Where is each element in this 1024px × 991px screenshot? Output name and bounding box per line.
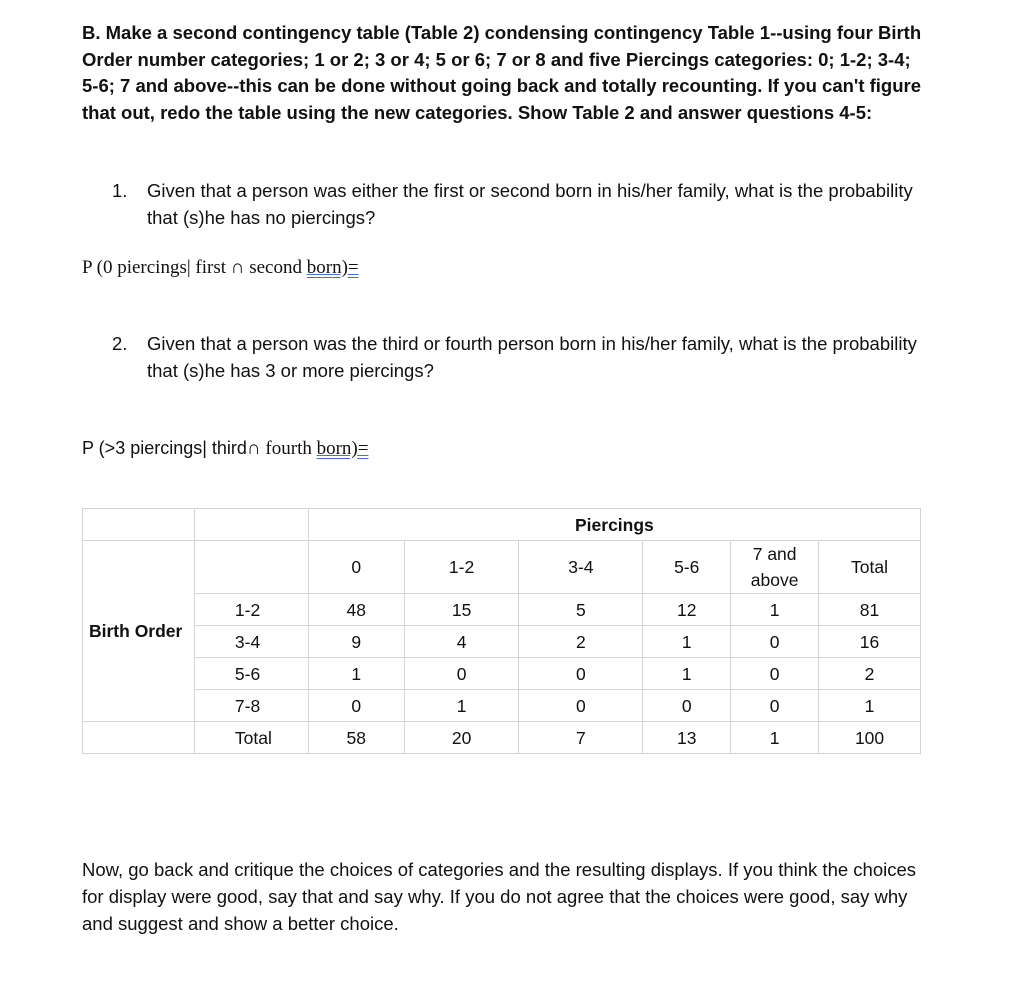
table-cell: 16	[819, 626, 921, 658]
closing-instructions: Now, go back and critique the choices of categories and the resulting displays. If you think the choices for display were good, say that and say why. If you do not agree that the choices were good, say why and suggest and show a better choice.	[82, 859, 917, 934]
prob-prefix: P (>3 piercings| third	[82, 438, 247, 458]
table-cell: 1	[731, 594, 819, 626]
prob-equals: =	[347, 257, 359, 278]
table-cell: 12	[643, 594, 731, 626]
instructions-heading: B. Make a second contingency table (Table 2) condensing contingency Table 1--using four Birth Order number categories; 1 or 2; 3 or 4; 5 or 6; 7 or 8 and five Piercings categories: 0; 1-2; 3-4; 5-6; 7 and above--this can be done without going back and totally recounting. If you can't figure that out, redo the table using the new categories. Show Table 2 and answer questions 4-5:	[82, 22, 922, 123]
table-cell: 0	[731, 626, 819, 658]
table-cell: 1	[643, 626, 731, 658]
table-cell: 13	[643, 722, 731, 754]
table-cell: 20	[404, 722, 519, 754]
table-cell: 0	[643, 690, 731, 722]
prob-mid: second	[244, 257, 307, 278]
probability-2	[82, 438, 368, 460]
table-row	[83, 690, 921, 722]
table-row	[83, 722, 921, 754]
prob-prefix: P (0 piercings| first	[82, 257, 231, 278]
question-text: Given that a person was the third or fourth person born in his/her family, what is the probability that (s)he has 3 or more piercings?	[147, 333, 917, 381]
table-cell: 100	[819, 722, 921, 754]
column-header: 1-2	[404, 541, 519, 594]
column-header: 7 and above	[731, 541, 819, 594]
row-label: 5-6	[194, 658, 308, 690]
table-cell: 0	[404, 658, 519, 690]
question-text: Given that a person was either the first or second born in his/her family, what is the probability that (s)he has no piercings?	[147, 180, 913, 228]
table-cell: 5	[519, 594, 643, 626]
table-row	[83, 509, 921, 541]
row-label: 7-8	[194, 690, 308, 722]
column-header: 5-6	[643, 541, 731, 594]
table-cell: 2	[819, 658, 921, 690]
piercings-header: Piercings	[308, 509, 920, 541]
prob-mid: fourth	[260, 438, 317, 459]
question-number: 2.	[112, 333, 128, 354]
table-row	[83, 594, 921, 626]
column-header: 3-4	[519, 541, 643, 594]
table-cell: 1	[731, 722, 819, 754]
table-cell: 0	[519, 658, 643, 690]
table-cell: 7	[519, 722, 643, 754]
table-row	[83, 658, 921, 690]
column-header: 0	[308, 541, 404, 594]
prob-equals: =	[357, 438, 369, 459]
table-cell: 81	[819, 594, 921, 626]
prob-underlined: born)	[306, 257, 348, 278]
table-row	[83, 541, 921, 594]
table-row	[83, 626, 921, 658]
table-cell: 58	[308, 722, 404, 754]
prob-underlined: born)	[316, 438, 358, 459]
contingency-table	[82, 508, 921, 754]
table-cell: 0	[308, 690, 404, 722]
row-label: 3-4	[194, 626, 308, 658]
column-header: Total	[819, 541, 921, 594]
table-cell: 0	[519, 690, 643, 722]
table-cell: 1	[404, 690, 519, 722]
table-cell: 2	[519, 626, 643, 658]
table-cell: 48	[308, 594, 404, 626]
table-cell: 4	[404, 626, 519, 658]
birth-order-label: Birth Order	[83, 541, 195, 722]
table-cell: 15	[404, 594, 519, 626]
row-label: 1-2	[194, 594, 308, 626]
intersection-symbol: ∩	[230, 257, 245, 278]
table-cell: 9	[308, 626, 404, 658]
table-cell: 1	[308, 658, 404, 690]
row-label: Total	[194, 722, 308, 754]
probability-1	[82, 257, 359, 279]
question-number: 1.	[112, 180, 128, 201]
table-cell: 0	[731, 690, 819, 722]
table-cell: 1	[643, 658, 731, 690]
table-cell: 0	[731, 658, 819, 690]
table-cell: 1	[819, 690, 921, 722]
intersection-symbol: ∩	[246, 438, 261, 459]
